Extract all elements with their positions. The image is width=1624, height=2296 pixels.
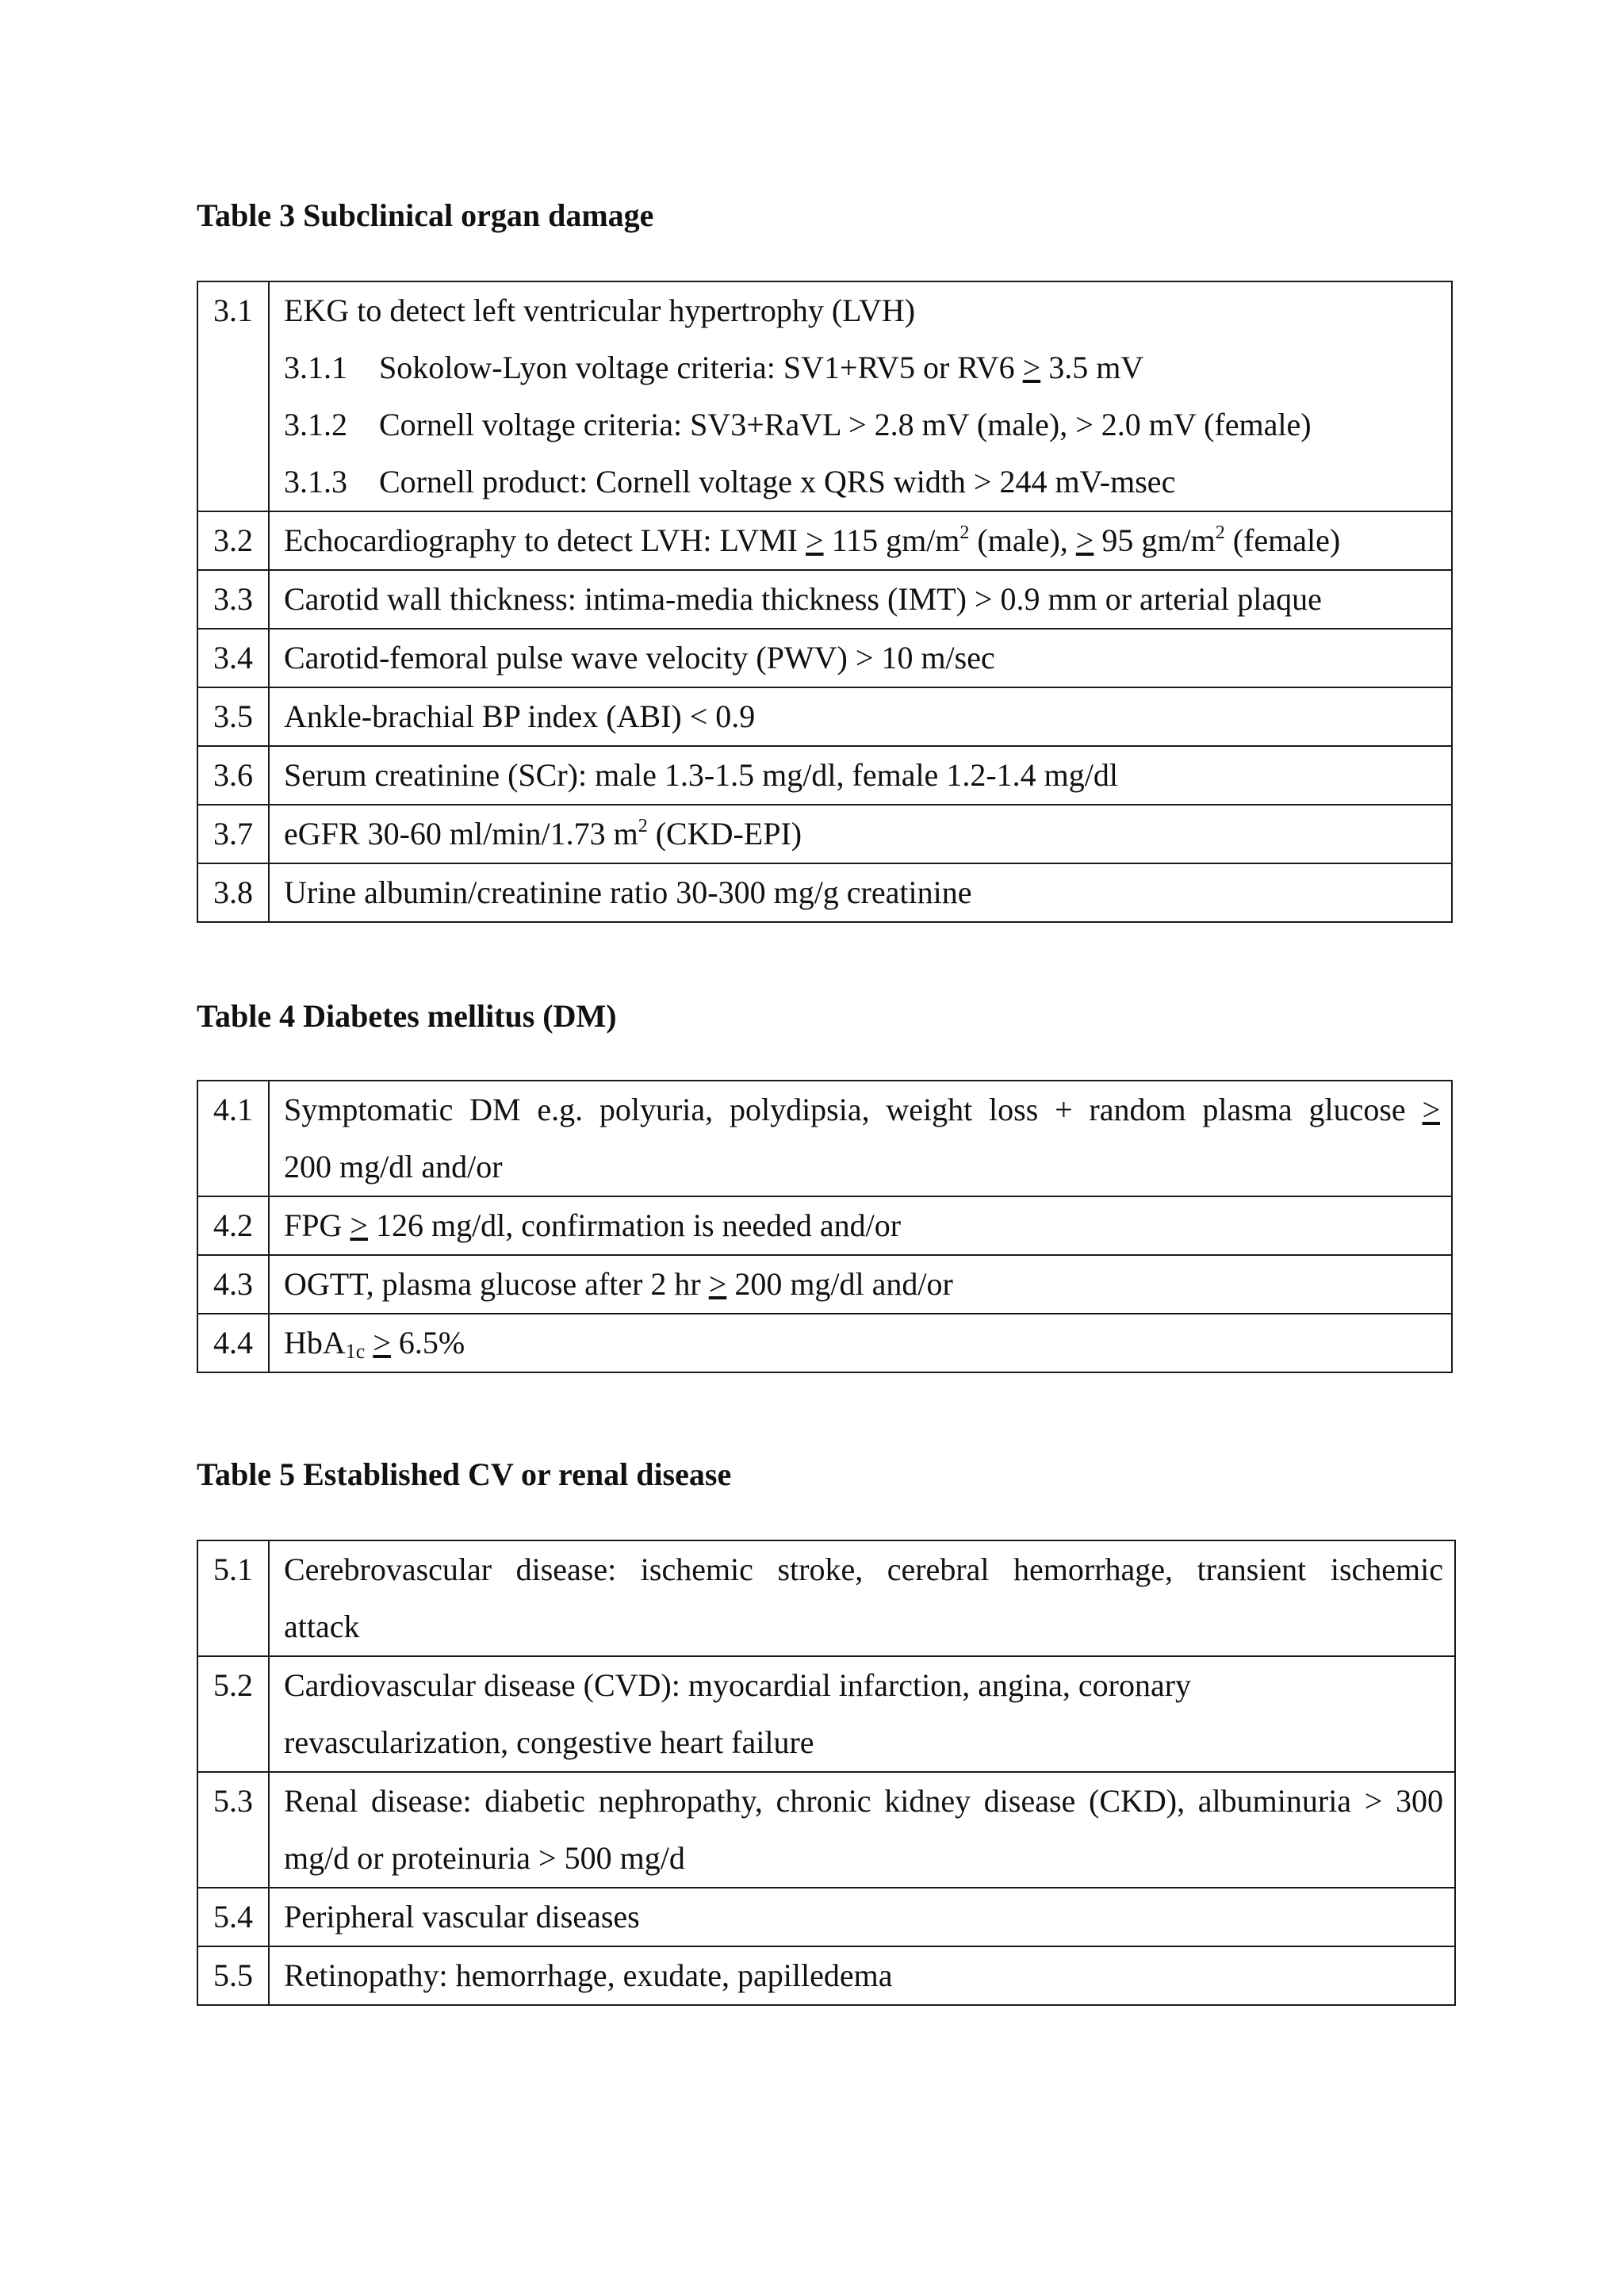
ge-symbol: >: [373, 1325, 391, 1360]
table-row: [197, 281, 1452, 511]
table-row: [197, 1081, 1452, 1196]
sub-item-text: Cornell voltage criteria: SV3+RaVL > 2.8 mV (male), > 2.0 mV (female): [379, 407, 1312, 442]
table-3-title: Table 3 Subclinical organ damage: [197, 197, 654, 233]
row-text: mg/d or proteinuria > 500 mg/d: [284, 1840, 685, 1876]
superscript: 2: [959, 522, 970, 543]
row-text: Ankle-brachial BP index (ABI) < 0.9: [284, 698, 756, 734]
row-number: 3.4: [213, 640, 253, 675]
ge-symbol: >: [806, 522, 824, 558]
row-number: 5.2: [213, 1667, 253, 1703]
row-number: 4.2: [213, 1207, 253, 1243]
sub-item: [284, 339, 1440, 396]
row-text: eGFR 30-60 ml/min/1.73 $m^2$ (CKD-EPI): [284, 816, 802, 851]
row-text: HbA$_{1c}$ > 6.5%: [284, 1325, 465, 1363]
subscript: 1c: [345, 1340, 366, 1363]
table-row: [197, 746, 1452, 805]
table-row: [197, 511, 1452, 570]
table-row: [197, 570, 1452, 629]
row-number: 3.7: [213, 816, 253, 851]
sub-item-number: 3.1.3: [284, 464, 347, 499]
row-number: 5.3: [213, 1783, 253, 1819]
row-number: 5.1: [213, 1552, 253, 1587]
row-text: attack: [284, 1609, 360, 1644]
row-text: Renal disease: diabetic nephropathy, chronic kidney disease (CKD), albuminuria > 300: [284, 1783, 1443, 1819]
row-number: 3.1: [213, 293, 253, 328]
table-row: [197, 1314, 1452, 1372]
row-number: 3.6: [213, 757, 253, 793]
table-row: [197, 1540, 1455, 1656]
row-number: 3.3: [213, 581, 253, 617]
superscript: 2: [1215, 522, 1225, 543]
table-row: [197, 1196, 1452, 1255]
table-row: [197, 863, 1452, 922]
table-5-title: Table 5 Established CV or renal disease: [197, 1456, 732, 1492]
row-number: 5.4: [213, 1899, 253, 1934]
row-number: 4.4: [213, 1325, 253, 1360]
superscript: 2: [638, 816, 648, 836]
table-row: [197, 687, 1452, 746]
ge-symbol: >: [350, 1207, 368, 1243]
row-text: Symptomatic DM e.g. polyuria, polydipsia, weight loss + random plasma glucose >: [284, 1092, 1440, 1127]
row-number: 4.1: [213, 1092, 253, 1127]
row-number: 5.5: [213, 1957, 253, 1993]
table-4: [197, 1080, 1453, 1373]
row-text: EKG to detect left ventricular hypertrophy (LVH): [284, 293, 916, 328]
row-text: Echocardiography to detect LVH: LVMI > 115 $gm/m^2$ (male), > 95 $gm/m^2$ (female): [284, 522, 1341, 558]
table-row: [197, 1946, 1455, 2005]
row-text: Urine albumin/creatinine ratio 30-300 mg/g creatinine: [284, 874, 972, 910]
table-4-title: Table 4 Diabetes mellitus (DM): [197, 998, 617, 1034]
row-text: Peripheral vascular diseases: [284, 1899, 640, 1934]
table-row: [197, 1888, 1455, 1946]
row-number: 4.3: [213, 1266, 253, 1302]
sub-item-text: Sokolow-Lyon voltage criteria: SV1+RV5 or RV6: [379, 350, 1023, 385]
row-text: Carotid-femoral pulse wave velocity (PWV) > 10 m/sec: [284, 640, 995, 675]
sub-item-number: 3.1.2: [284, 407, 347, 442]
row-text: revascularization, congestive heart failure: [284, 1724, 814, 1760]
table-3: [197, 281, 1453, 923]
table-row: [197, 1656, 1455, 1772]
row-text: Retinopathy: hemorrhage, exudate, papilledema: [284, 1957, 893, 1993]
row-text: Serum creatinine (SCr): male 1.3-1.5 mg/dl, female 1.2-1.4 mg/dl: [284, 757, 1118, 793]
ge-symbol: >: [708, 1266, 727, 1302]
table-5: [197, 1540, 1456, 2006]
sub-item-number: 3.1.1: [284, 350, 347, 385]
ge-symbol: >: [1022, 350, 1041, 385]
ge-symbol: >: [1422, 1092, 1440, 1127]
row-text: 200 mg/dl and/or: [284, 1149, 503, 1184]
row-text: FPG > 126 mg/dl, confirmation is needed and/or: [284, 1207, 902, 1243]
table-row: [197, 1255, 1452, 1314]
row-text: OGTT, plasma glucose after 2 hr > 200 mg/dl and/or: [284, 1266, 953, 1302]
sub-item: [284, 453, 1440, 511]
table-row: [197, 805, 1452, 863]
row-number: 3.5: [213, 698, 253, 734]
sub-item-text: Cornell product: Cornell voltage x QRS width > 244 mV-msec: [379, 464, 1176, 499]
row-number: 3.2: [213, 522, 253, 558]
row-text: Carotid wall thickness: intima-media thickness (IMT) > 0.9 mm or arterial plaque: [284, 581, 1322, 617]
sub-item: [284, 396, 1440, 453]
row-number: 3.8: [213, 874, 253, 910]
sub-item-text: 3.5 mV: [1040, 350, 1144, 385]
row-text: Cerebrovascular disease: ischemic stroke, cerebral hemorrhage, transient ischemic: [284, 1552, 1443, 1587]
ge-symbol: >: [1075, 522, 1094, 558]
table-row: [197, 629, 1452, 687]
row-text: Cardiovascular disease (CVD): myocardial infarction, angina, coronary: [284, 1667, 1192, 1703]
table-row: [197, 1772, 1455, 1888]
